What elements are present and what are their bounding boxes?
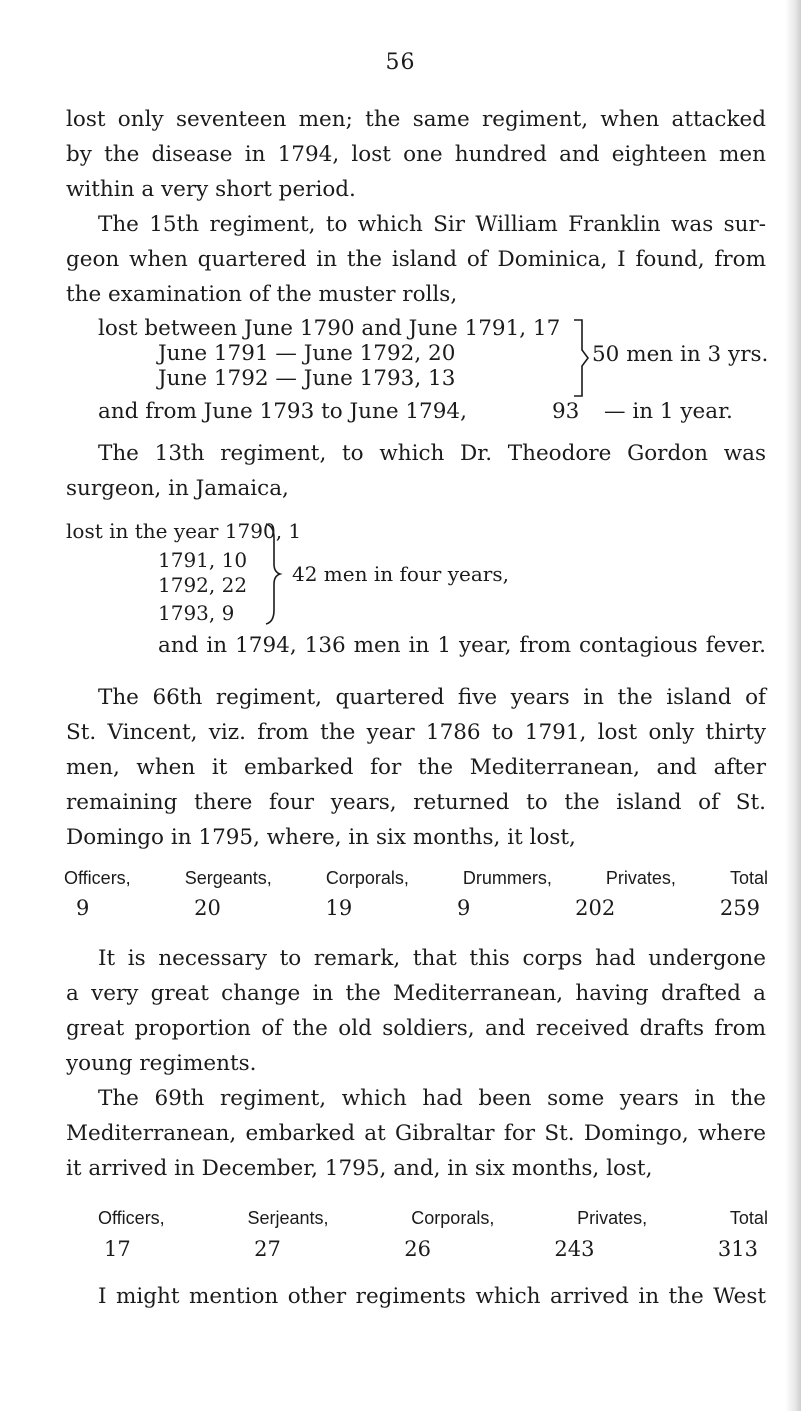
text-line: the examination of the muster rolls, [66,282,458,307]
text-line: men, when it embarked for the Mediterranean, and after [66,755,766,780]
table-cell: 27 [254,1237,281,1261]
text-line: I might mention other regiments which arrived in the West [98,1284,766,1309]
text-line: The 69th regiment, which had been some years in the [98,1086,766,1111]
table-header: Corporals, [411,1208,495,1228]
table-header: Total [729,1208,768,1228]
table2-value-row [104,1237,758,1261]
table-cell: 26 [404,1237,431,1261]
table-header: Total [729,868,768,888]
table-cell: 313 [717,1237,758,1261]
text-line: remaining there four years, returned to the island of St. [66,790,766,815]
text-line: St. Vincent, viz. from the year 1786 to 1791, lost only thirty [66,720,766,745]
table-cell: 9 [457,896,471,920]
table2-header-row [98,1206,768,1230]
table-header: Sergeants, [184,868,272,888]
text-line: within a very short period. [66,177,356,202]
text-line: lost only seventeen men; the same regiment, when attacked [66,107,766,132]
table-header: Drummers, [462,868,552,888]
text-line: and in 1794, 136 men in 1 year, from contagious fever. [158,633,766,658]
list-count: 93 [552,399,580,424]
table-cell: 9 [76,896,90,920]
text-line: a very great change in the Mediterranean, having drafted a [66,981,766,1006]
text-line: It is necessary to remark, that this corps had undergone [98,946,766,971]
page-number: 56 [385,50,416,75]
table-header: Serjeants, [247,1208,329,1228]
text-line: young regiments. [66,1051,257,1076]
text-line: great proportion of the old soldiers, and received drafts from [66,1016,766,1041]
table-cell: 259 [719,896,760,920]
table-header: Privates, [577,1208,648,1228]
table-cell: 20 [194,896,221,920]
list-row: lost in the year 1790, 1 [66,519,302,543]
list-row: and from June 1793 to June 1794, [98,399,467,424]
right-bracket-icon [572,318,592,398]
table1-value-row [76,896,760,920]
table-header: Corporals, [325,868,409,888]
text-line: by the disease in 1794, lost one hundred and eighteen men [66,142,766,167]
table-cell: 243 [554,1237,595,1261]
list-row: 1791, 10 [158,548,248,572]
right-brace-icon [262,522,284,626]
table1-header-row [64,866,768,890]
bracket-note: 42 men in four years, [292,562,509,586]
list-row: 1793, 9 [158,601,235,625]
table-cell: 17 [104,1237,131,1261]
bracket-note: 50 men in 3 yrs. [592,342,769,367]
list-row: June 1792 — June 1793, 13 [158,366,456,391]
list-row: June 1791 — June 1792, 20 [158,341,456,366]
text-line: geon when quartered in the island of Dominica, I found, from [66,247,766,272]
text-line: The 13th regiment, to which Dr. Theodore Gordon was [98,441,766,466]
table-cell: 202 [575,896,616,920]
list-row: lost between June 1790 and June 1791, 17 [98,316,561,341]
table-cell: 19 [325,896,353,920]
page-edge-shadow [785,0,801,1411]
table-header: Privates, [605,868,676,888]
list-note: — in 1 year. [604,399,733,424]
text-line: Domingo in 1795, where, in six months, it lost, [66,825,576,850]
list-row: 1792, 22 [158,573,248,597]
text-line: The 15th regiment, to which Sir William Franklin was sur- [98,212,766,237]
table-header: Officers, [64,868,131,888]
text-line: it arrived in December, 1795, and, in six months, lost, [66,1156,653,1181]
table-header: Officers, [98,1208,165,1228]
text-line: Mediterranean, embarked at Gibraltar for St. Domingo, where [66,1121,766,1146]
text-line: surgeon, in Jamaica, [66,476,289,501]
text-line: The 66th regiment, quartered five years in the island of [98,685,766,710]
